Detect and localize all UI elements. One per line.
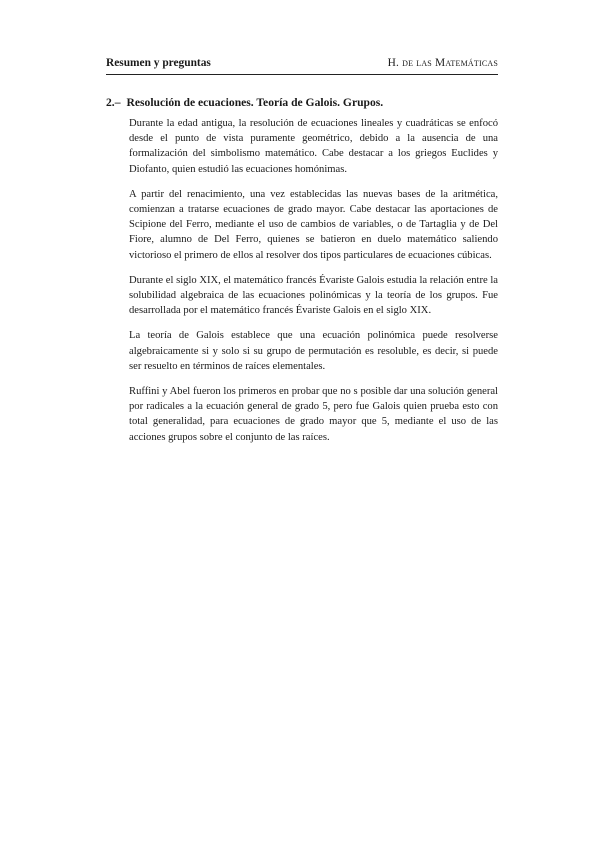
paragraph: A partir del renacimiento, una vez establecidas las nuevas bases de la aritmética, comienzan a tratarse ecuaciones de grado mayor. Cabe destacar las aportaciones de Scipione del Ferro, mediante el uso de cambios de variables, o de Tartaglia y de Del Fiore, alumno de Del Ferro, quienes se batieron en duelo matemático saliendo victorioso el primero de ellos al resolver dos tipos particulares de ecuaciones cúbicas.	[129, 188, 498, 261]
header-left-title: Resumen y preguntas	[106, 57, 211, 69]
section-heading	[106, 96, 498, 109]
running-header	[106, 56, 498, 75]
paragraph: La teoría de Galois establece que una ecuación polinómica puede resolverse algebraicamente si y solo si su grupo de permutación es resoluble, es decir, si puede ser resuelto en términos de raíces elementales.	[129, 330, 498, 372]
section	[106, 96, 498, 455]
section-number: 2.–	[106, 96, 121, 109]
section-title: Resolución de ecuaciones. Teoría de Galois. Grupos.	[126, 96, 384, 109]
header-right-title: H. de las Matemáticas	[387, 57, 498, 69]
paragraph: Ruffini y Abel fueron los primeros en probar que no s posible dar una solución general por radicales a la ecuación general de grado 5, pero fue Galois quien prueba esto con total generalidad, para ecuaciones de grado mayor que 5, mediante el uso de las acciones grupos sobre el conjunto de las raíces.	[129, 386, 498, 443]
paragraph: Durante el siglo XIX, el matemático francés Évariste Galois estudia la relación entre la solubilidad algebraica de las ecuaciones polinómicas y la teoría de los grupos. Fue desarrollada por el matemático francés Évariste Galois en el siglo XIX.	[129, 274, 498, 317]
paragraph: Durante la edad antigua, la resolución de ecuaciones lineales y cuadráticas se enfocó desde el punto de vista puramente geométrico, debido a la ausencia de una formalización del simbolismo matemático. Cabe destacar a los griegos Euclides y Diofanto, quien estudió las ecuaciones homónimas.	[129, 118, 498, 175]
section-body	[129, 116, 498, 445]
